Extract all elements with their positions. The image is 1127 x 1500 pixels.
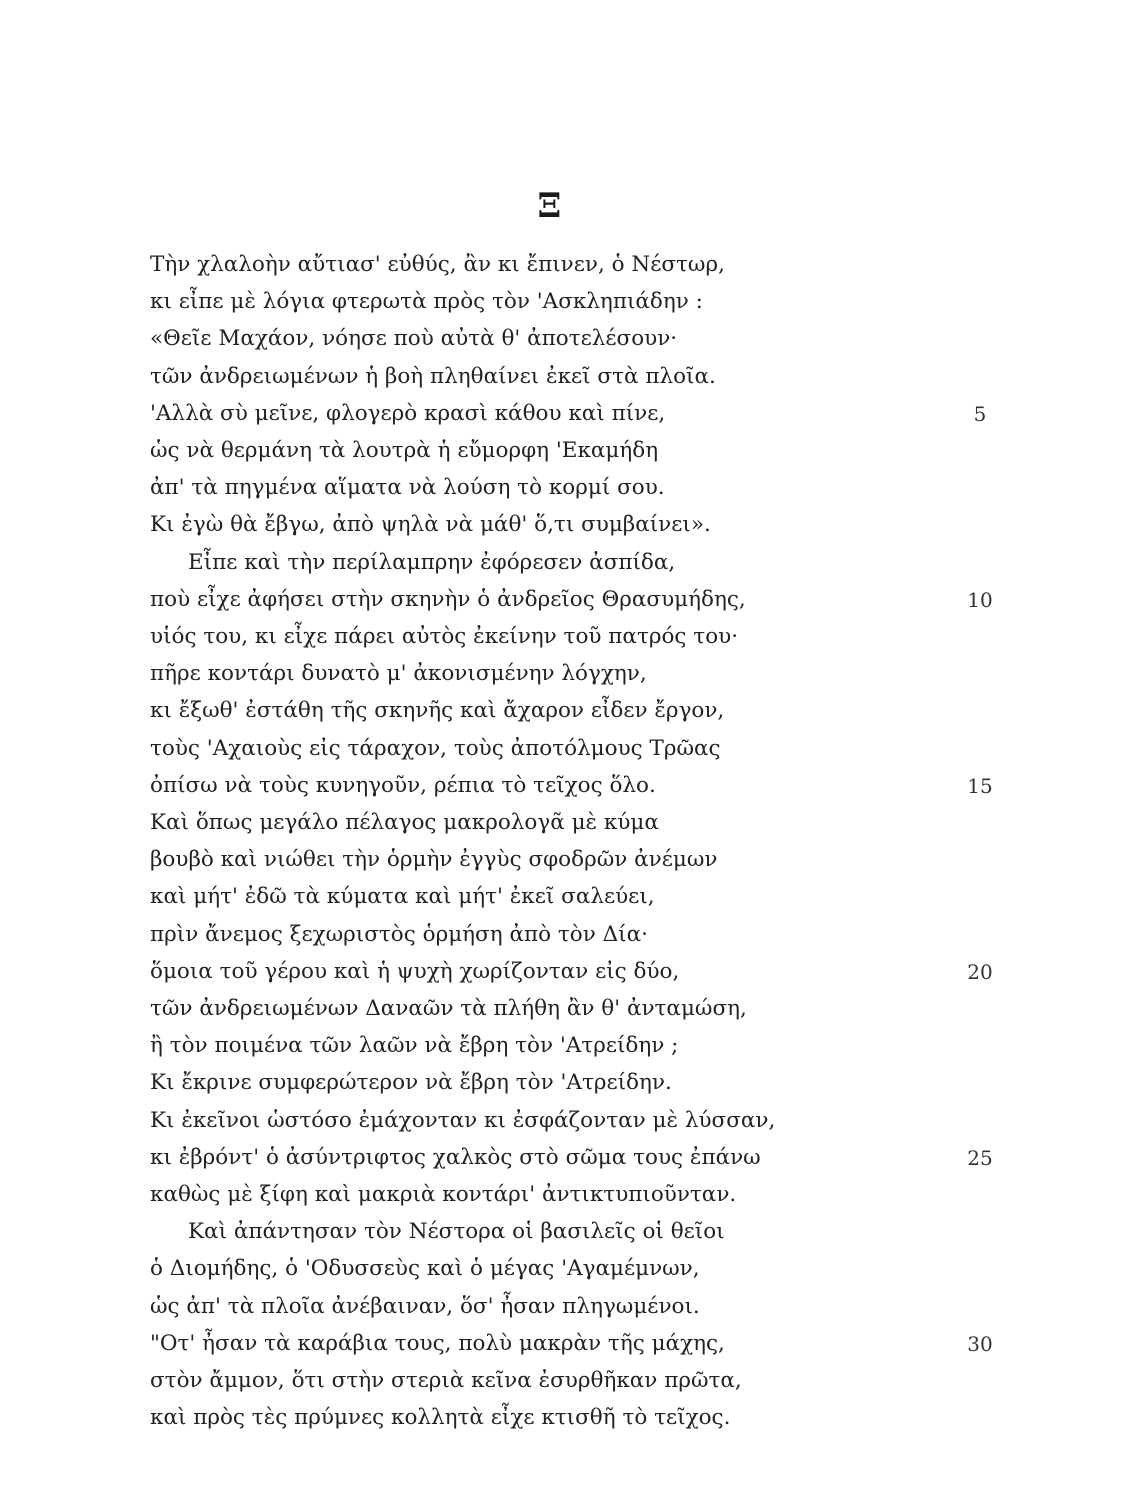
verse-line	[188, 544, 968, 582]
verse-line	[150, 320, 930, 358]
verse-text: ὡς νὰ θερμάνη τὰ λουτρὰ ἡ εὔμορφη 'Εκαμήδη	[150, 438, 659, 463]
verse-text: Καὶ ὅπως μεγάλο πέλαγος μακρολογᾶ μὲ κύμα	[150, 810, 659, 835]
verse-text: πρὶν ἄνεμος ξεχωριστὸς ὁρμήση ἀπὸ τὸν Δία·	[150, 921, 648, 947]
verse-line	[150, 1064, 930, 1102]
line-number: 5	[973, 401, 987, 426]
line-number: 10	[967, 587, 993, 612]
verse-text: Κι ἔκρινε συμφερώτερον νὰ ἔβρη τὸν 'Ατρείδην.	[150, 1070, 672, 1096]
verse-text: καὶ πρὸς τὲς πρύμνες κολλητὰ εἶχε κτισθῆ τὸ τεῖχος.	[150, 1405, 731, 1431]
verse-line	[150, 878, 930, 916]
verse-line	[150, 1288, 930, 1326]
verse-line	[150, 730, 930, 768]
verse-text: ὁ Διομήδης, ὁ 'Οδυσσεὺς καὶ ὁ μέγας 'Αγαμέμνων,	[150, 1256, 700, 1282]
verse-text: πῆρε κοντάρι δυνατὸ μ' ἀκονισμένην λόγχην,	[150, 661, 647, 687]
verse-line	[150, 1176, 930, 1214]
verse-text: Κι ἐγὼ θὰ ἔβγω, ἀπὸ ψηλὰ νὰ μάθ' ὅ,τι συμβαίνει».	[150, 512, 711, 538]
verse-line	[150, 804, 930, 842]
verse-text: ἢ τὸν ποιμένα τῶν λαῶν νὰ ἔβρη τὸν 'Ατρείδην ;	[150, 1033, 679, 1059]
verse-text: «Θεῖε Μαχάον, νόησε ποὺ αὐτὰ θ' ἀποτελέσουν·	[150, 326, 678, 352]
verse-line	[150, 395, 930, 433]
verse-text: ποὺ εἶχε ἀφήσει στὴν σκηνὴν ὁ ἀνδρεῖος Θρασυμήδης,	[150, 586, 746, 612]
verse-text: κι εἶπε μὲ λόγια φτερωτὰ πρὸς τὸν 'Ασκληπιάδην :	[150, 289, 703, 315]
verse-text: ὡς ἀπ' τὰ πλοῖα ἀνέβαιναν, ὅσ' ἦσαν πληγωμένοι.	[150, 1293, 700, 1319]
verse-line	[150, 432, 930, 470]
verse-line	[150, 767, 930, 805]
line-number: 30	[967, 1331, 993, 1356]
verse-line	[150, 1250, 930, 1288]
verse-text: τοὺς 'Αχαιοὺς εἰς τάραχον, τοὺς ἀποτόλμους Τρῶας	[150, 735, 721, 761]
verse-line	[150, 990, 930, 1028]
verse-line	[188, 1213, 968, 1251]
verse-line	[150, 246, 930, 284]
verse-text: τῶν ἀνδρειωμένων Δαναῶν τὰ πλήθη ἂν θ' ἀνταμώση,	[150, 996, 747, 1021]
verse-text: καὶ μήτ' ἐδῶ τὰ κύματα καὶ μήτ' ἐκεῖ σαλεύει,	[150, 884, 655, 910]
verse-line	[150, 618, 930, 656]
verse-line	[150, 581, 930, 619]
verse-line	[150, 1399, 930, 1437]
verse-text: καθὼς μὲ ξίφη καὶ μακριὰ κοντάρι' ἀντικτυπιοῦνταν.	[150, 1182, 737, 1207]
verse-text: Καὶ ἀπάντησαν τὸν Νέστορα οἱ βασιλεῖς οἱ θεῖοι	[188, 1219, 725, 1245]
verse-line	[150, 1139, 930, 1177]
verse-text: ὅμοια τοῦ γέρου καὶ ἡ ψυχὴ χωρίζονταν εἰς δύο,	[150, 958, 680, 984]
verse-line	[150, 1102, 930, 1140]
verse-text: "Οτ' ἦσαν τὰ καράβια τους, πολὺ μακρὰν τῆς μάχης,	[150, 1330, 725, 1356]
verse-text: Εἶπε καὶ τὴν περίλαμπρην ἐφόρεσεν ἀσπίδα,	[188, 549, 676, 575]
verse-line	[150, 841, 930, 879]
verse-text: κι ἐβρόντ' ὁ ἀσύντριφτος χαλκὸς στὸ σῶμα τους ἐπάνω	[150, 1144, 761, 1170]
verse-text: 'Αλλὰ σὺ μεῖνε, φλογερὸ κρασὶ κάθου καὶ πίνε,	[150, 400, 666, 426]
verse-text: τῶν ἀνδρειωμένων ἡ βοὴ πληθαίνει ἐκεῖ στὰ πλοῖα.	[150, 363, 716, 389]
verse-line	[150, 506, 930, 544]
verse-text: Κι ἐκεῖνοι ὡστόσο ἐμάχονταν κι ἐσφάζονταν μὲ λύσσαν,	[150, 1107, 776, 1133]
verse-line	[150, 916, 930, 954]
verse-text: ἀπ' τὰ πηγμένα αἵματα νὰ λούση τὸ κορμί σου.	[150, 475, 665, 501]
verse-line	[150, 1027, 930, 1065]
line-number: 25	[967, 1145, 993, 1170]
verse-text: στὸν ἄμμον, ὅτι στὴν στεριὰ κεῖνα ἐσυρθῆκαν πρῶτα,	[150, 1368, 742, 1393]
verse-text: κι ἔξωθ' ἐστάθη τῆς σκηνῆς καὶ ἄχαρον εἶδεν ἔργον,	[150, 698, 725, 724]
verse-text: υἱός του, κι εἶχε πάρει αὐτὸς ἐκείνην τοῦ πατρός του·	[150, 624, 739, 649]
verse-line	[150, 953, 930, 991]
verse-line	[150, 469, 930, 507]
verse-line	[150, 358, 930, 396]
verse-text: Τὴν χλαλοὴν αὔτιασ' εὐθύς, ἂν κι ἔπινεν, ὁ Νέστωρ,	[150, 252, 725, 277]
verse-text: ὀπίσω νὰ τοὺς κυνηγοῦν, ρέπια τὸ τεῖχος ὅλο.	[150, 772, 656, 798]
line-number: 20	[967, 959, 993, 984]
book-letter-heading: Ξ	[537, 186, 563, 226]
verse-line	[150, 1325, 930, 1363]
verse-line	[150, 692, 930, 730]
verse-line	[150, 283, 930, 321]
line-number: 15	[967, 773, 993, 798]
verse-text: βουβὸ καὶ νιώθει τὴν ὁρμὴν ἐγγὺς σφοδρῶν ἀνέμων	[150, 847, 718, 873]
verse-line	[150, 1362, 930, 1400]
verse-line	[150, 655, 930, 693]
